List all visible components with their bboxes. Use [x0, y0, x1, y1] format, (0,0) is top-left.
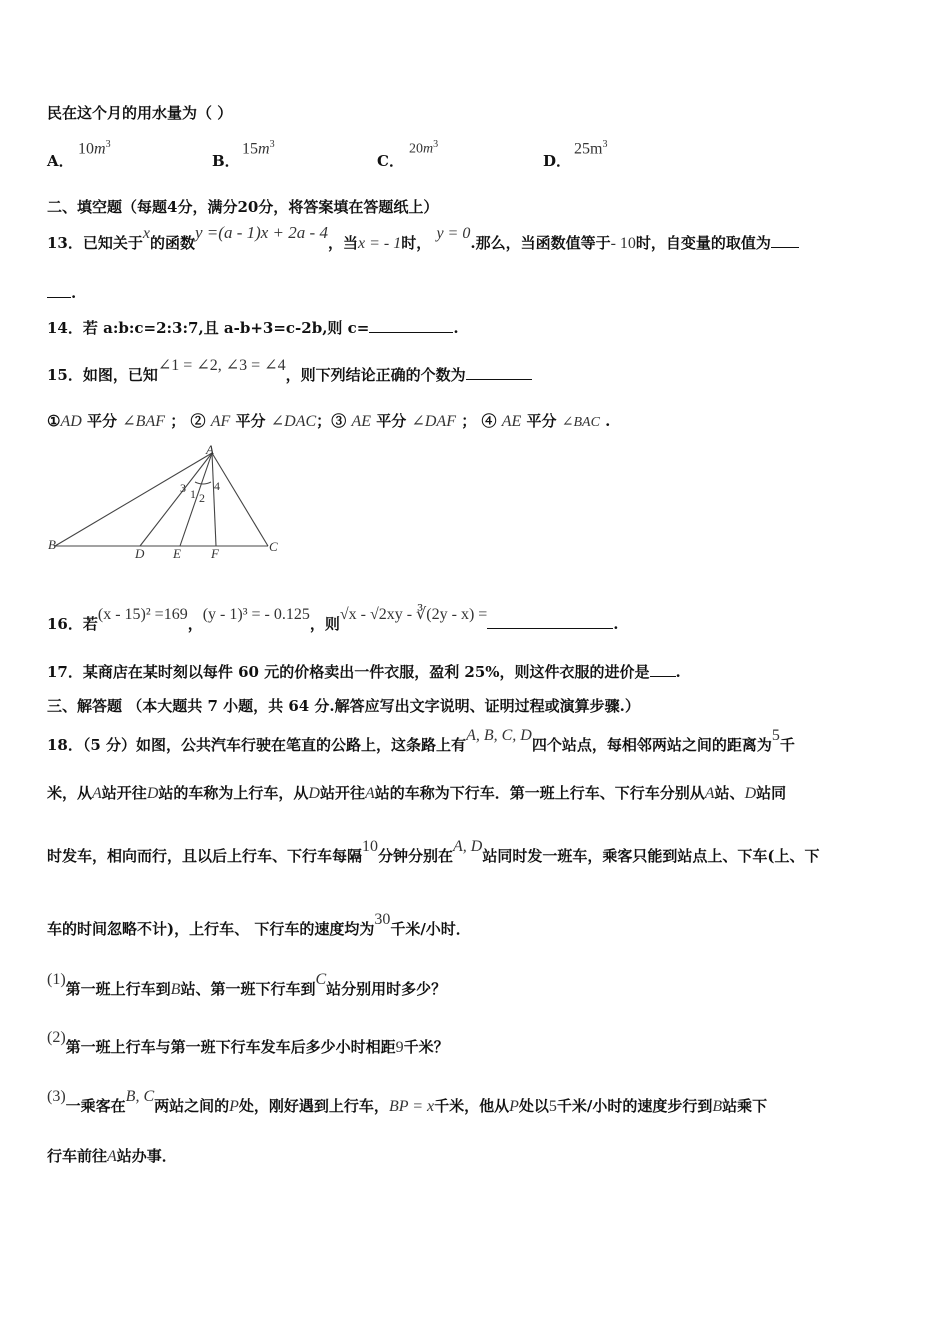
option-b-letter: B．: [212, 152, 240, 170]
label-f: F: [211, 546, 219, 561]
question-18-sub3-cont: 行车前往A站办事．: [47, 1147, 177, 1165]
answer-blank-13[interactable]: [771, 233, 799, 248]
section2-heading: 二、填空题（每题4分，满分20分，将答案填在答题纸上）: [47, 198, 439, 216]
question-17: 17．某商店在某时刻以每件 60 元的价格卖出一件衣服，盈利 25%，则这件衣服的进价是 .: [47, 663, 681, 681]
question-18-sub2: (2)第一班上行车与第一班下行车发车后多少小时相距9千米？: [47, 1029, 449, 1056]
segment-ae: [180, 453, 212, 546]
question-15: 15．如图，已知∠1 = ∠2, ∠3 = ∠4，则下列结论正确的个数为: [47, 365, 532, 386]
segment-af: [212, 453, 216, 546]
label-c: C: [269, 539, 278, 554]
angle-4: 4: [214, 479, 220, 493]
question-14: 14．若 a:b:c=2:3:7,且 a-b+3=c-2b,则 c= .: [47, 319, 459, 337]
option-c-value: $20m^3$: [409, 139, 439, 157]
label-d: D: [135, 546, 145, 561]
answer-blank-17[interactable]: [650, 662, 676, 677]
section3-heading: 三、解答题 （本大题共 7 小题，共 64 分.解答应写出文字说明、证明过程或演算步骤.）: [47, 697, 640, 715]
question-18-line4: 车的时间忽略不计)，上行车、 下行车的速度均为30千米/小时．: [47, 911, 471, 938]
answer-blank-13b[interactable]: [47, 283, 71, 298]
option-b-value: $15m^3$: [242, 139, 275, 158]
question-18-line1: 18．（5 分）如图，公共汽车行驶在笔直的公路上，这条路上有A, B, C, D四个站点，每相邻两站之间的距离为5千: [47, 727, 795, 754]
question-13-cont: .: [47, 283, 76, 303]
option-a-letter: A．: [47, 152, 74, 170]
label-a: A: [206, 442, 214, 457]
answer-blank-15[interactable]: [466, 365, 532, 380]
question-18-line2: 米，从A站开往D站的车称为上行车，从D站开往A站的车称为下行车．第一班上行车、下行车分别从A站、D站同: [47, 784, 787, 802]
angle-arc: [195, 482, 211, 484]
question-16: 16．若(x - 15)² =169，(y - 1)³ = - 0.125，则√x - √2xy - ∛(2y - x) =.: [47, 606, 619, 633]
question-18-sub1: (1)第一班上行车到B站、第一班下行车到C站分别用时多少？: [47, 971, 447, 998]
triangle-figure: [40, 440, 290, 565]
question-18-sub3: (3)一乘客在B, C两站之间的P处，刚好遇到上行车，BP = x千米，他从P处以5千米/小时的速度步行到B站乘下: [47, 1088, 768, 1115]
question-15-choices: ①AD 平分 ∠BAF ； ② AF 平分 ∠DAC；③ AE 平分 ∠DAF ； ④ AE 平分 ∠BAC .: [47, 412, 611, 430]
angle-2: 2: [199, 491, 205, 505]
option-d-letter: D．: [543, 152, 572, 170]
option-a-value: $10m^3$: [78, 139, 111, 158]
label-e: E: [173, 546, 181, 561]
angle-1: 1: [190, 487, 196, 501]
question-13: 13．已知关于x的函数y =(a - 1)x + 2a - 4，当x = - 1时， y = 0.那么，当函数值等于- 10时，自变量的取值为: [47, 233, 799, 254]
q12-tail: 民在这个月的用水量为（ ）: [47, 104, 233, 122]
question-18-line3: 时发车，相向而行，且以后上行车、下行车每隔10分钟分别在A, D站同时发一班车，乘客只能到站点上、下车(上、下: [47, 838, 820, 865]
side-ab: [55, 453, 212, 546]
side-ac: [212, 453, 268, 546]
option-d-value: $25m^3$: [574, 139, 608, 158]
angle-3: 3: [180, 481, 186, 495]
option-c-letter: C．: [377, 152, 404, 170]
answer-blank-14[interactable]: [369, 318, 453, 333]
answer-blank-16[interactable]: [487, 614, 613, 629]
label-b: B: [48, 537, 56, 552]
